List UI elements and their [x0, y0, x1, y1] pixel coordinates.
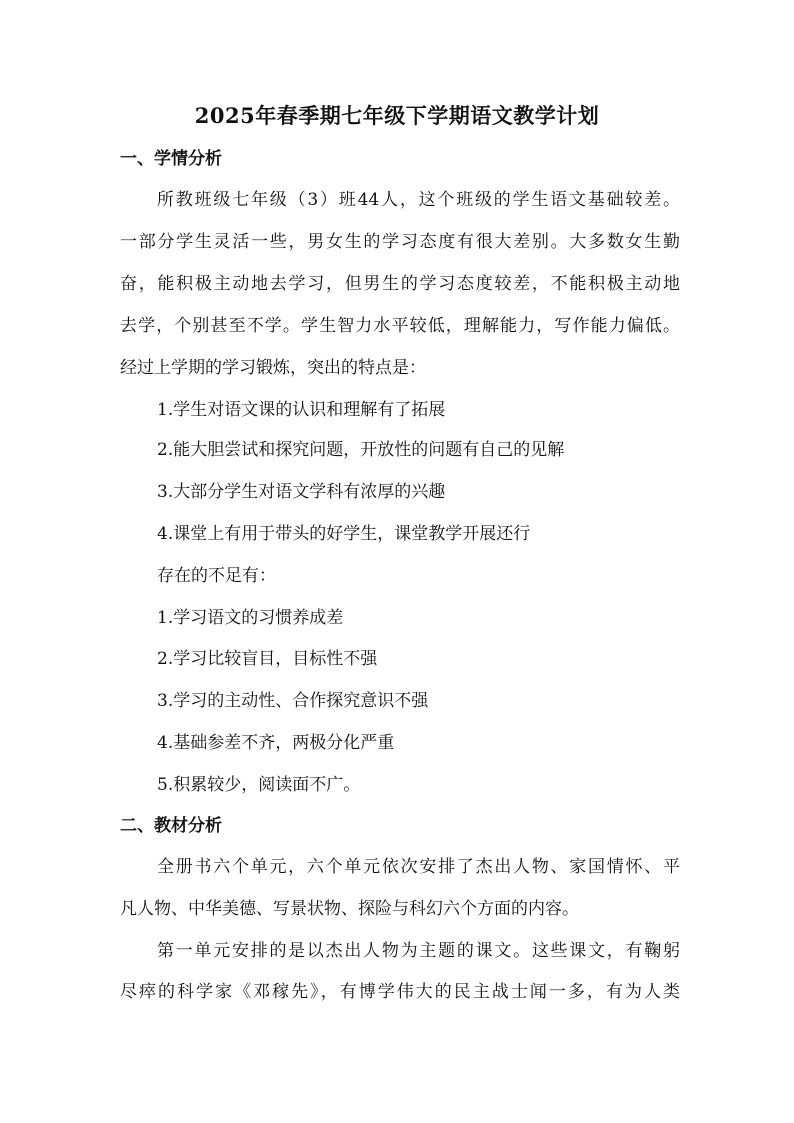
- list-item-weakness: 3.学习的主动性、合作探究意识不强: [157, 691, 429, 711]
- paragraph-line: 凡人物、中华美德、写景状物、探险与科幻六个方面的内容。: [120, 899, 579, 919]
- list-item-strength: 1.学生对语文课的认识和理解有了拓展: [157, 400, 446, 420]
- paragraph-line: 去学，个别甚至不学。学生智力水平较低，理解能力，写作能力偏低。: [120, 316, 680, 336]
- list-item-strength: 4.课堂上有用于带头的好学生，课堂教学开展还行: [157, 524, 531, 544]
- list-item-weakness: 5.积累较少，阅读面不广。: [157, 775, 361, 795]
- list-item-weakness: 2.学习比较盲目，目标性不强: [157, 649, 378, 669]
- paragraph-line: 所教班级七年级（3）班44人，这个班级的学生语文基础较差。: [157, 190, 680, 210]
- paragraph-line: 一部分学生灵活一些，男女生的学习态度有很大差别。大多数女生勤: [120, 232, 680, 252]
- list-item-strength: 3.大部分学生对语文学科有浓厚的兴趣: [157, 482, 446, 502]
- list-item-weakness: 1.学习语文的习惯养成差: [157, 608, 344, 628]
- paragraph-line: 全册书六个单元，六个单元依次安排了杰出人物、家国情怀、平: [157, 857, 680, 877]
- list-item-weakness: 4.基础参差不齐，两极分化严重: [157, 733, 395, 753]
- list-item-strength: 2.能大胆尝试和探究问题，开放性的问题有自己的见解: [157, 440, 565, 460]
- section-heading-textbook-analysis: 二、教材分析: [120, 816, 222, 836]
- paragraph-line: 奋，能积极主动地去学习，但男生的学习态度较差，不能积极主动地: [120, 274, 680, 294]
- paragraph-line: 第一单元安排的是以杰出人物为主题的课文。这些课文，有鞠躬: [157, 941, 680, 961]
- section-heading-student-analysis: 一、学情分析: [120, 149, 222, 169]
- paragraph-line: 尽瘁的科学家《邓稼先》，有博学伟大的民主战士闻一多，有为人类: [120, 982, 680, 1002]
- document-title: 2025年春季期七年级下学期语文教学计划: [194, 103, 600, 128]
- weakness-heading: 存在的不足有：: [157, 566, 276, 586]
- paragraph-line: 经过上学期的学习锻炼，突出的特点是：: [120, 358, 426, 378]
